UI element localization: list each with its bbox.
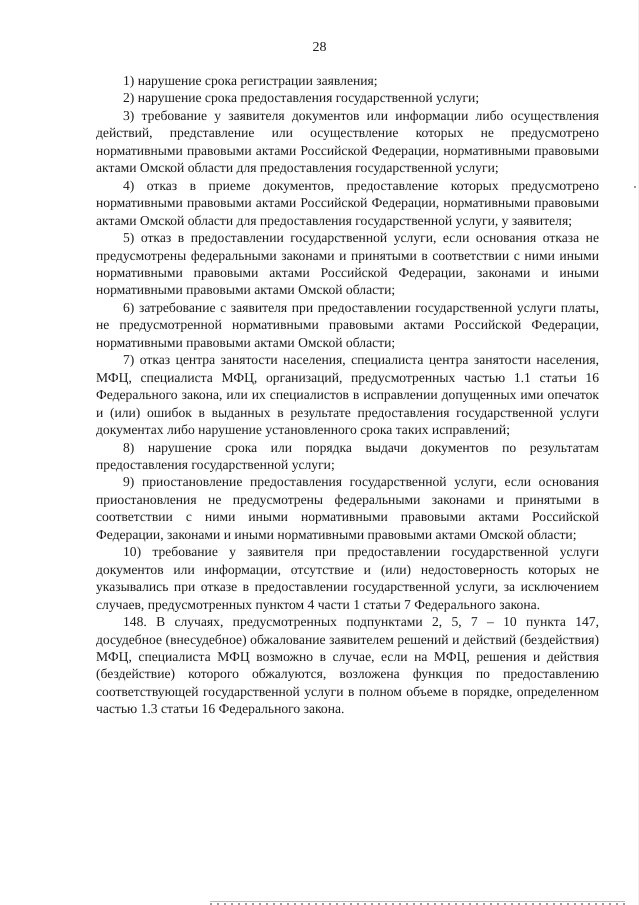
- list-item-4: 4) отказ в приеме документов, предоставление которых предусмотрено нормативными правовыми актами Российской Федерации, нормативными правовыми актами Омской области для предоставления государственной услуги, у заявителя;: [96, 177, 599, 228]
- list-item-6: 6) затребование с заявителя при предоставлении государственной услуги платы, не предусмотренной нормативными правовыми актами Российской Федерации, нормативными правовыми актами Омской области;: [96, 299, 599, 350]
- scan-footer-line: [210, 901, 625, 902]
- list-item-9: 9) приостановление предоставления государственной услуги, если основания приостановления не предусмотрены федеральными законами и принятыми в соответствии с ними иными нормативными правовыми актами Российской Федерации, законами и иными нормативными правовыми актами Омской области;: [96, 474, 599, 542]
- list-item-1: 1) нарушение срока регистрации заявления;: [123, 73, 378, 88]
- list-item-5: 5) отказ в предоставлении государственной услуги, если основания отказа не предусмотрены федеральными законами и принятыми в соответствии с ними иными нормативными правовыми актами Российской Федерации, законами и иными нормативными правовыми актами Омской области;: [96, 230, 599, 298]
- scan-speck: [634, 186, 636, 188]
- list-item-2: 2) нарушение срока предоставления государственной услуги;: [123, 90, 480, 106]
- document-body: [96, 72, 599, 718]
- page-number: 28: [312, 40, 327, 55]
- section-148-paragraph: 148. В случаях, предусмотренных подпунктами 2, 5, 7 – 10 пункта 147, досудебное (внесудебное) обжалование заявителем решений и действий (бездействия) МФЦ, специалиста МФЦ возможно в случае, если на МФЦ, решения и действия (бездействие) которого обжалуются, возложена функция по предоставлению соответствующей государственной услуги в полном объеме в порядке, определенном частью 1.3 статьи 16 Федерального закона.: [96, 614, 599, 717]
- list-item-10: 10) требование у заявителя при предоставлении государственной услуги документов или информации, отсутствие и (или) недостоверность которых не указывались при отказе в предоставлении государственной услуги, за исключением случаев, предусмотренных пунктом 4 части 1 статьи 7 Федерального закона.: [96, 544, 599, 612]
- list-item-8: 8) нарушение срока или порядка выдачи документов по результатам предоставления государственной услуги;: [96, 439, 599, 472]
- list-item-3: 3) требование у заявителя документов или информации либо осуществления действий, представление или осуществление которых не предусмотрено нормативными правовыми актами Российской Федерации, нормативными правовыми актами Омской области для предоставления государственной услуги;: [96, 107, 599, 176]
- list-item-7: 7) отказ центра занятости населения, специалиста центра занятости населения, МФЦ, специалиста МФЦ, организаций, предусмотренных частью 1.1 статьи 16 Федерального закона, или их специалистов в исправлении допущенных ими опечаток и (или) ошибок в выданных в результате предоставления государственной услуги документах либо нарушение установленного срока таких исправлений;: [96, 352, 599, 438]
